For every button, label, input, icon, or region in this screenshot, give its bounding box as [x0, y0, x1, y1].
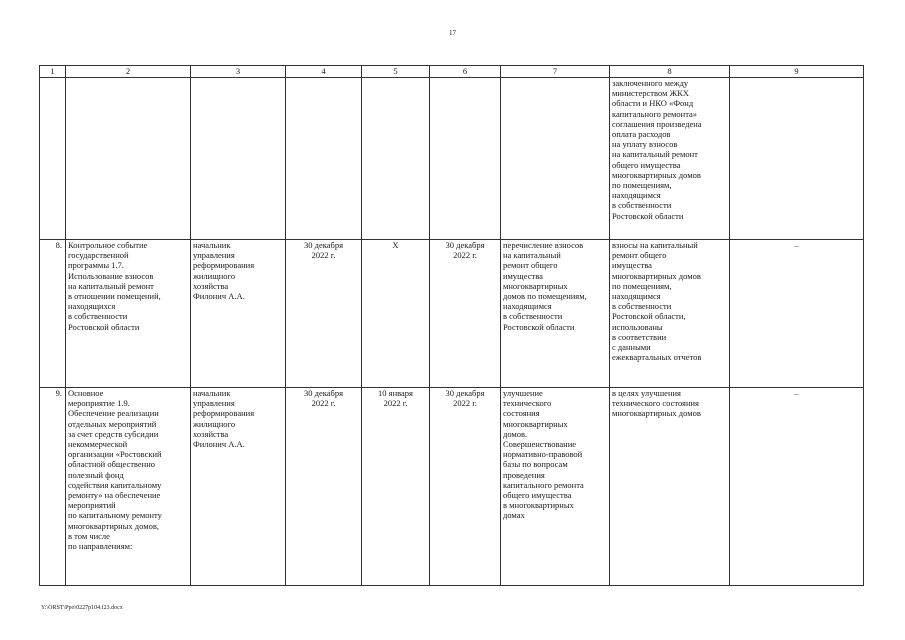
header-cell: 5	[362, 66, 430, 78]
header-cell: 2	[66, 66, 191, 78]
cell-reasons: –	[730, 240, 864, 388]
cell-responsible	[191, 78, 286, 240]
cell-expected-result: перечисление взносов на капитальный ремонт общего имущества многоквартирных домов по помещениям, находящимся в собственности Ростовской области	[501, 240, 610, 388]
header-cell: 7	[501, 66, 610, 78]
table-row	[40, 388, 864, 586]
cell-name	[66, 78, 191, 240]
cell-planned-date: 30 декабря 2022 г.	[286, 388, 362, 586]
cell-actual-end	[430, 78, 501, 240]
cell-actual-result: в целях улучшения технического состояния многоквартирных домов	[610, 388, 730, 586]
header-row	[40, 66, 864, 78]
table-row	[40, 240, 864, 388]
cell-actual-start: 10 января 2022 г.	[362, 388, 430, 586]
cell-responsible: начальник управления реформирования жилищного хозяйства Филонич А.А.	[191, 388, 286, 586]
cell-actual-start: Х	[362, 240, 430, 388]
cell-reasons	[730, 78, 864, 240]
header-cell: 4	[286, 66, 362, 78]
cell-planned-date: 30 декабря 2022 г.	[286, 240, 362, 388]
header-cell: 9	[730, 66, 864, 78]
cell-actual-end: 30 декабря 2022 г.	[430, 388, 501, 586]
cell-actual-end: 30 декабря 2022 г.	[430, 240, 501, 388]
cell-expected-result	[501, 78, 610, 240]
cell-reasons: –	[730, 388, 864, 586]
file-path-footer: Y:\ORST\Ppo\0227p104.f23.docx	[41, 605, 123, 611]
cell-expected-result: улучшение технического состояния многоквартирных домов. Совершенствование нормативно-правовой базы по вопросам проведения капитального ремонта общего имущества в многоквартирных домах	[501, 388, 610, 586]
cell-actual-start	[362, 78, 430, 240]
page-number: 17	[449, 29, 456, 37]
cell-responsible: начальник управления реформирования жилищного хозяйства Филонич А.А.	[191, 240, 286, 388]
report-table	[39, 65, 864, 586]
cell-actual-result: заключенного между министерством ЖКХ области и НКО «Фонд капитального ремонта» соглашения произведена оплата расходов на уплату взносов на капитальный ремонт общего имущества многоквартирных домов по помещениям, находящимся в собственности Ростовской области	[610, 78, 730, 240]
cell-actual-result: взносы на капитальный ремонт общего имущества многоквартирных домов по помещениям, находящимся в собственности Ростовской области, использованы в соответствии с данными ежеквартальных отчетов	[610, 240, 730, 388]
table-row-continuation	[40, 78, 864, 240]
header-cell: 1	[40, 66, 66, 78]
header-cell: 6	[430, 66, 501, 78]
header-cell: 3	[191, 66, 286, 78]
cell-num	[40, 78, 66, 240]
cell-planned-date	[286, 78, 362, 240]
cell-num: 9.	[40, 388, 66, 586]
cell-name: Контрольное событие государственной программы 1.7. Использование взносов на капитальный ремонт в отношении помещений, находящихся в собственности Ростовской области	[66, 240, 191, 388]
cell-num: 8.	[40, 240, 66, 388]
cell-name: Основное мероприятие 1.9. Обеспечение реализации отдельных мероприятий за счет средств субсидии некоммерческой организации «Ростовский областной общественно полезный фонд содействия капитальному ремонту» на обеспечение мероприятий по капитальному ремонту многоквартирных домов, в том числе по направлениям:	[66, 388, 191, 586]
header-cell: 8	[610, 66, 730, 78]
